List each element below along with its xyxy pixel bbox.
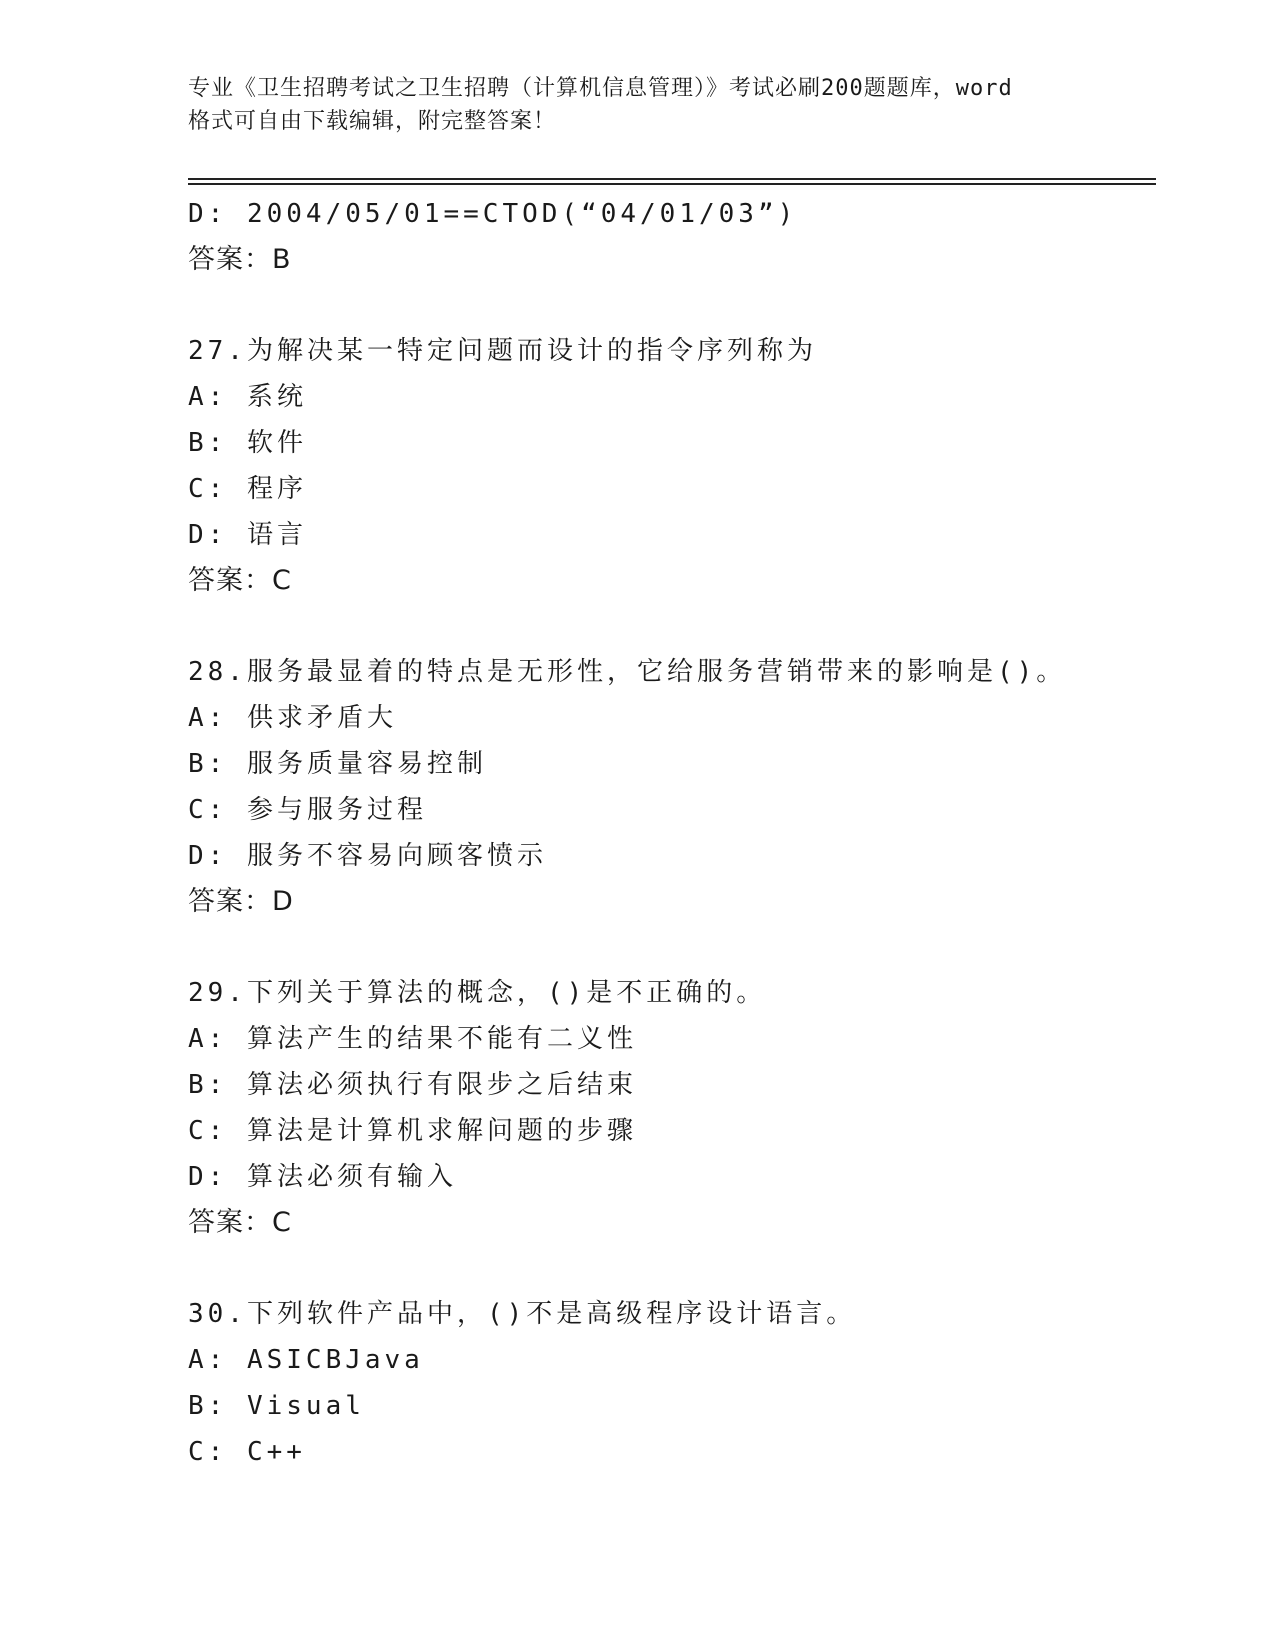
question-text: 28.服务最显着的特点是无形性，它给服务营销带来的影响是()。 [188,657,1067,687]
answer-line: 答案：B [188,244,292,275]
option-c: C: 程序 [188,474,307,504]
answer-line: 答案：D [188,886,294,917]
question-block-28 [188,649,1148,925]
question-block-30 [188,1291,1148,1475]
question-list [188,191,1148,1475]
question-text: 30.下列软件产品中，()不是高级程序设计语言。 [188,1299,857,1329]
question-text: 29.下列关于算法的概念，()是不正确的。 [188,978,767,1008]
header-line-2: 格式可自由下载编辑，附完整答案！ [188,109,557,134]
answer-line: 答案：C [188,1207,292,1238]
document-header [188,72,1088,138]
option-c: C: 算法是计算机求解问题的步骤 [188,1116,637,1146]
option-b: B: 服务质量容易控制 [188,749,487,779]
option-b: B: 软件 [188,428,307,458]
question-block-26 [188,191,1148,283]
option-a: A: 算法产生的结果不能有二义性 [188,1024,637,1054]
option-d: D: 算法必须有输入 [188,1162,457,1192]
header-line-1: 专业《卫生招聘考试之卫生招聘（计算机信息管理）》考试必刷200题题库，word [188,76,1013,101]
question-block-27 [188,328,1148,604]
option-d: D: 2004/05/01==CTOD(“04/01/03”) [188,199,798,229]
option-a: A: ASICBJava [188,1345,424,1375]
header-divider-bottom [188,183,1156,185]
option-a: A: 系统 [188,382,307,412]
question-text: 27.为解决某一特定问题而设计的指令序列称为 [188,336,817,366]
option-c: C: 参与服务过程 [188,795,427,825]
option-c: C: C++ [188,1437,306,1467]
option-d: D: 服务不容易向顾客愤示 [188,841,547,871]
option-d: D: 语言 [188,520,307,550]
option-a: A: 供求矛盾大 [188,703,397,733]
question-block-29 [188,970,1148,1246]
option-b: B: 算法必须执行有限步之后结束 [188,1070,637,1100]
header-divider-top [188,178,1156,180]
answer-line: 答案：C [188,565,292,596]
option-b: B: Visual [188,1391,365,1421]
